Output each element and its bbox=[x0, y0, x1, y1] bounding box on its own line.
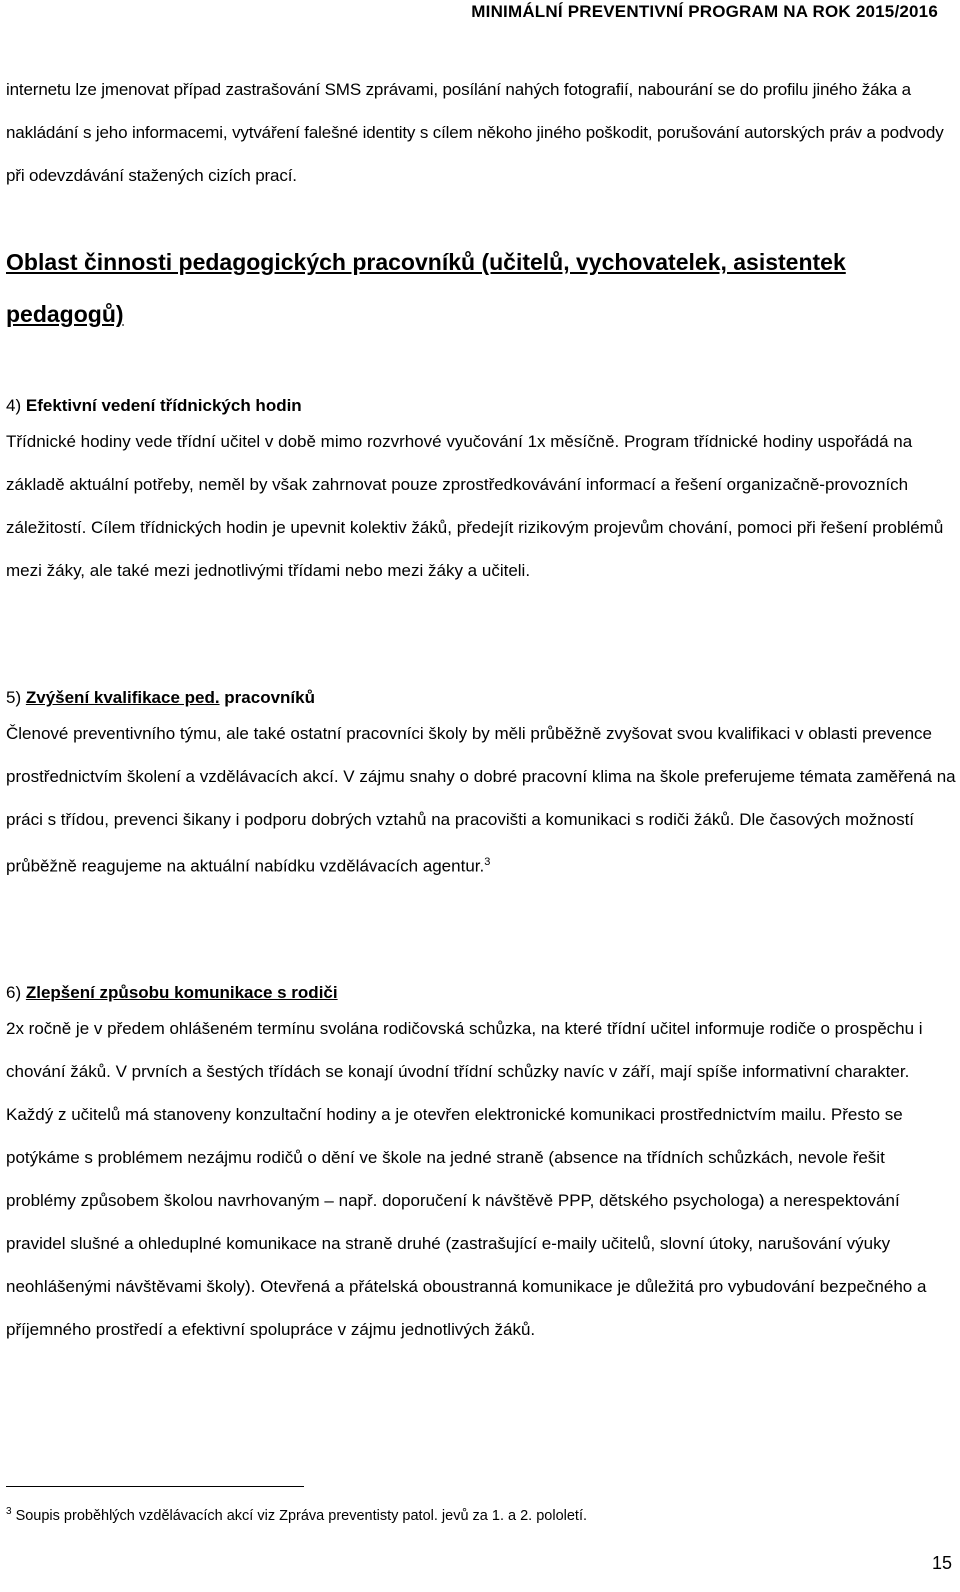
footnote bbox=[6, 1502, 587, 1526]
item-5-body bbox=[6, 712, 956, 888]
footnote-divider bbox=[6, 1486, 304, 1487]
item-4-title-text: Efektivní vedení třídnických hodin bbox=[25, 396, 302, 415]
item-5-title-rest: pracovníků bbox=[219, 688, 315, 707]
item-6-body: 2x ročně je v předem ohlášeném termínu svolána rodičovská schůzka, na které třídní učitel informuje rodiče o prospěchu i chování žáků. V prvních a šestých třídách se konají úvodní třídní schůzky navíc v září, mají spíše informativní charakter. Každý z učitelů má stanoveny konzultační hodiny a je otevřen elektronické komunikaci prostřednictvím mailu. Přesto se potýkáme s problémem nezájmu rodičů o dění ve škole na jedné straně (absence na třídních schůzkách, nevole řešit problémy způsobem školou navrhovaným – např. doporučení k návštěvě PPP, dětského psychologa) a nerespektování pravidel slušné a ohleduplné komunikace na straně druhé (zastrašující e-maily učitelů, slovní útoky, narušování výuky neohlášenými návštěvami školy). Otevřená a přátelská oboustranná komunikace je důležitá pro vybudování bezpečného a příjemného prostředí a efektivní spolupráce v zájmu jednotlivých žáků. bbox=[6, 1019, 927, 1339]
item-6-title-text: Zlepšení způsobu komunikace s rodiči bbox=[25, 983, 338, 1002]
footnote-text: Soupis proběhlých vzdělávacích akcí viz Zpráva preventisty patol. jevů za 1. a 2. pololetí. bbox=[15, 1507, 588, 1524]
section-heading: Oblast činnosti pedagogických pracovníků (učitelů, vychovatelek, asistentek pedagogů) bbox=[6, 249, 846, 327]
item-5-title-underlined: Zvýšení kvalifikace ped. bbox=[25, 688, 220, 707]
item-4-body: Třídnické hodiny vede třídní učitel v době mimo rozvrhové vyučování 1x měsíčně. Program třídnické hodiny uspořádá na základě aktuální potřeby, neměl by však zahrnovat pouze zprostředkovávání informací a řešení organizačně-provozních záležitostí. Cílem třídnických hodin je upevnit kolektiv žáků, předejít rizikovým projevům chování, pomoci při řešení problémů mezi žáky, ale také mezi jednotlivými třídami nebo mezi žáky a učiteli. bbox=[6, 432, 944, 580]
item-4-title bbox=[6, 394, 302, 418]
item-5-number: 5) bbox=[6, 688, 22, 707]
footnote-mark: 3 bbox=[6, 1506, 12, 1517]
item-5-body-text: Členové preventivního týmu, ale také ostatní pracovníci školy by měli průběžně zvyšovat svou kvalifikaci v oblasti prevence prostřednictvím školení a vzdělávacích akcí. V zájmu snahy o dobré pracovní klima na škole preferujeme témata zaměřená na práci s třídou, prevenci šikany i podporu dobrých vztahů na pracovišti a komunikaci s rodiči žáků. Dle časových možností průběžně reagujeme na aktuální nabídku vzdělávacích agentur. bbox=[6, 724, 956, 876]
item-5-title bbox=[6, 686, 315, 710]
page-number: 15 bbox=[931, 1553, 952, 1573]
intro-paragraph: internetu lze jmenovat případ zastrašování SMS zprávami, posílání nahých fotografií, nabourání se do profilu jiného žáka a nakládání s jeho informacemi, vytváření falešné identity s cílem někoho jiného poškodit, porušování autorských práv a podvody při odevzdávání stažených cizích prací. bbox=[6, 80, 944, 185]
item-6-title bbox=[6, 981, 338, 1005]
page-header-title: MINIMÁLNÍ PREVENTIVNÍ PROGRAM NA ROK 2015/2016 bbox=[471, 2, 938, 21]
item-6-number: 6) bbox=[6, 983, 22, 1002]
footnote-reference: 3 bbox=[484, 856, 491, 868]
item-4-number: 4) bbox=[6, 396, 22, 415]
